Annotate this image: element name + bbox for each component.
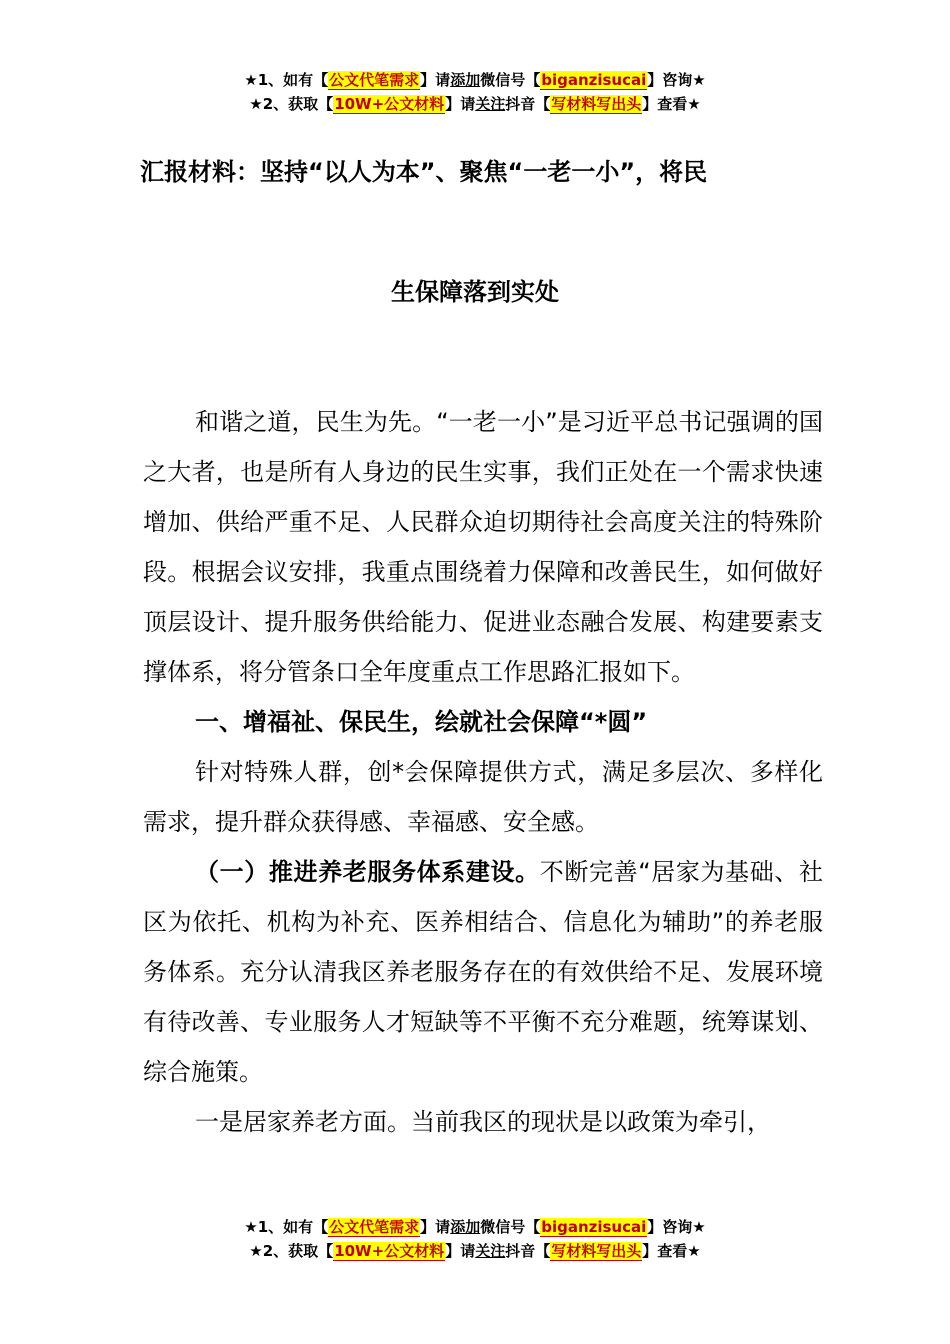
banner-text: ★2、获取【	[249, 1242, 334, 1260]
banner-text: 】请	[420, 71, 451, 89]
banner-text: 】请	[420, 1218, 451, 1236]
banner-text: 抖音【	[505, 1242, 551, 1260]
highlight-douyin-id: 写材料写出头	[551, 1242, 642, 1260]
highlight-service: 公文代笔需求	[329, 1218, 420, 1236]
banner-underlined-text: 关注	[475, 1242, 506, 1260]
banner-underlined-text: 添加	[450, 71, 481, 89]
banner-text: 】咨询★	[647, 71, 706, 89]
banner-underlined-text: 添加	[450, 1218, 481, 1236]
document-title-line-1: 汇报材料：坚持“以人为本”、聚焦“一老一小”，将民	[140, 158, 708, 186]
top-banner	[0, 68, 950, 116]
banner-text: 抖音【	[505, 95, 551, 113]
banner-text: 】查看★	[642, 95, 701, 113]
highlight-service: 公文代笔需求	[329, 71, 420, 89]
paragraph-intro: 和谐之道，民生为先。“一老一小”是习近平总书记强调的国之大者，也是所有人身边的民生实事，我们正处在一个需求快速增加、供给严重不足、人民群众迫切期待社会高度关注的特殊阶段。根据会议安排，我重点围绕着力保障和改善民生，如何做好顶层设计、提升服务供给能力、促进业态融合发展、构建要素支撑体系，将分管条口全年度重点工作思路汇报如下。	[143, 408, 823, 686]
subsection-heading: （一）推进养老服务体系建设。	[195, 858, 540, 886]
banner-text: 】请	[445, 95, 476, 113]
banner-text: 】查看★	[642, 1242, 701, 1260]
paragraph-home-care: 一是居家养老方面。当前我区的现状是以政策为牵引，	[195, 1108, 771, 1136]
banner-text: 】请	[445, 1242, 476, 1260]
paragraph-subsection-1	[143, 847, 823, 1097]
document-title-line-2: 生保障落到实处	[391, 278, 559, 306]
banner-line-2	[0, 1239, 950, 1263]
paragraph-section-intro: 针对特殊人群，创*会保障提供方式，满足多层次、多样化需求，提升群众获得感、幸福感、安全感。	[143, 758, 823, 836]
document-body	[143, 397, 823, 1147]
banner-line-1	[0, 68, 950, 92]
banner-underlined-text: 关注	[475, 95, 506, 113]
banner-text: ★1、如有【	[244, 1218, 329, 1236]
highlight-douyin-id: 写材料写出头	[551, 95, 642, 113]
bottom-banner	[0, 1215, 950, 1263]
banner-text: 微信号【	[480, 71, 541, 89]
banner-text: 】咨询★	[647, 1218, 706, 1236]
banner-line-2	[0, 92, 950, 116]
section-heading-1: 一、增福祉、保民生，绘就社会保障“*圆”	[195, 708, 648, 736]
banner-text: 微信号【	[480, 1218, 541, 1236]
highlight-wechat-id: biganzisucai	[541, 1218, 647, 1236]
banner-text: ★1、如有【	[244, 71, 329, 89]
highlight-wechat-id: biganzisucai	[541, 71, 647, 89]
subsection-text: 不断完善“居家为基础、社区为依托、机构为补充、医养相结合、信息化为辅助”的养老服务体系。充分认清我区养老服务存在的有效供给不足、发展环境有待改善、专业服务人才短缺等不平衡不充分难题，统筹谋划、综合施策。	[143, 858, 823, 1086]
banner-text: ★2、获取【	[249, 95, 334, 113]
banner-line-1	[0, 1215, 950, 1239]
highlight-materials: 10W+公文材料	[334, 1242, 445, 1260]
highlight-materials: 10W+公文材料	[334, 95, 445, 113]
